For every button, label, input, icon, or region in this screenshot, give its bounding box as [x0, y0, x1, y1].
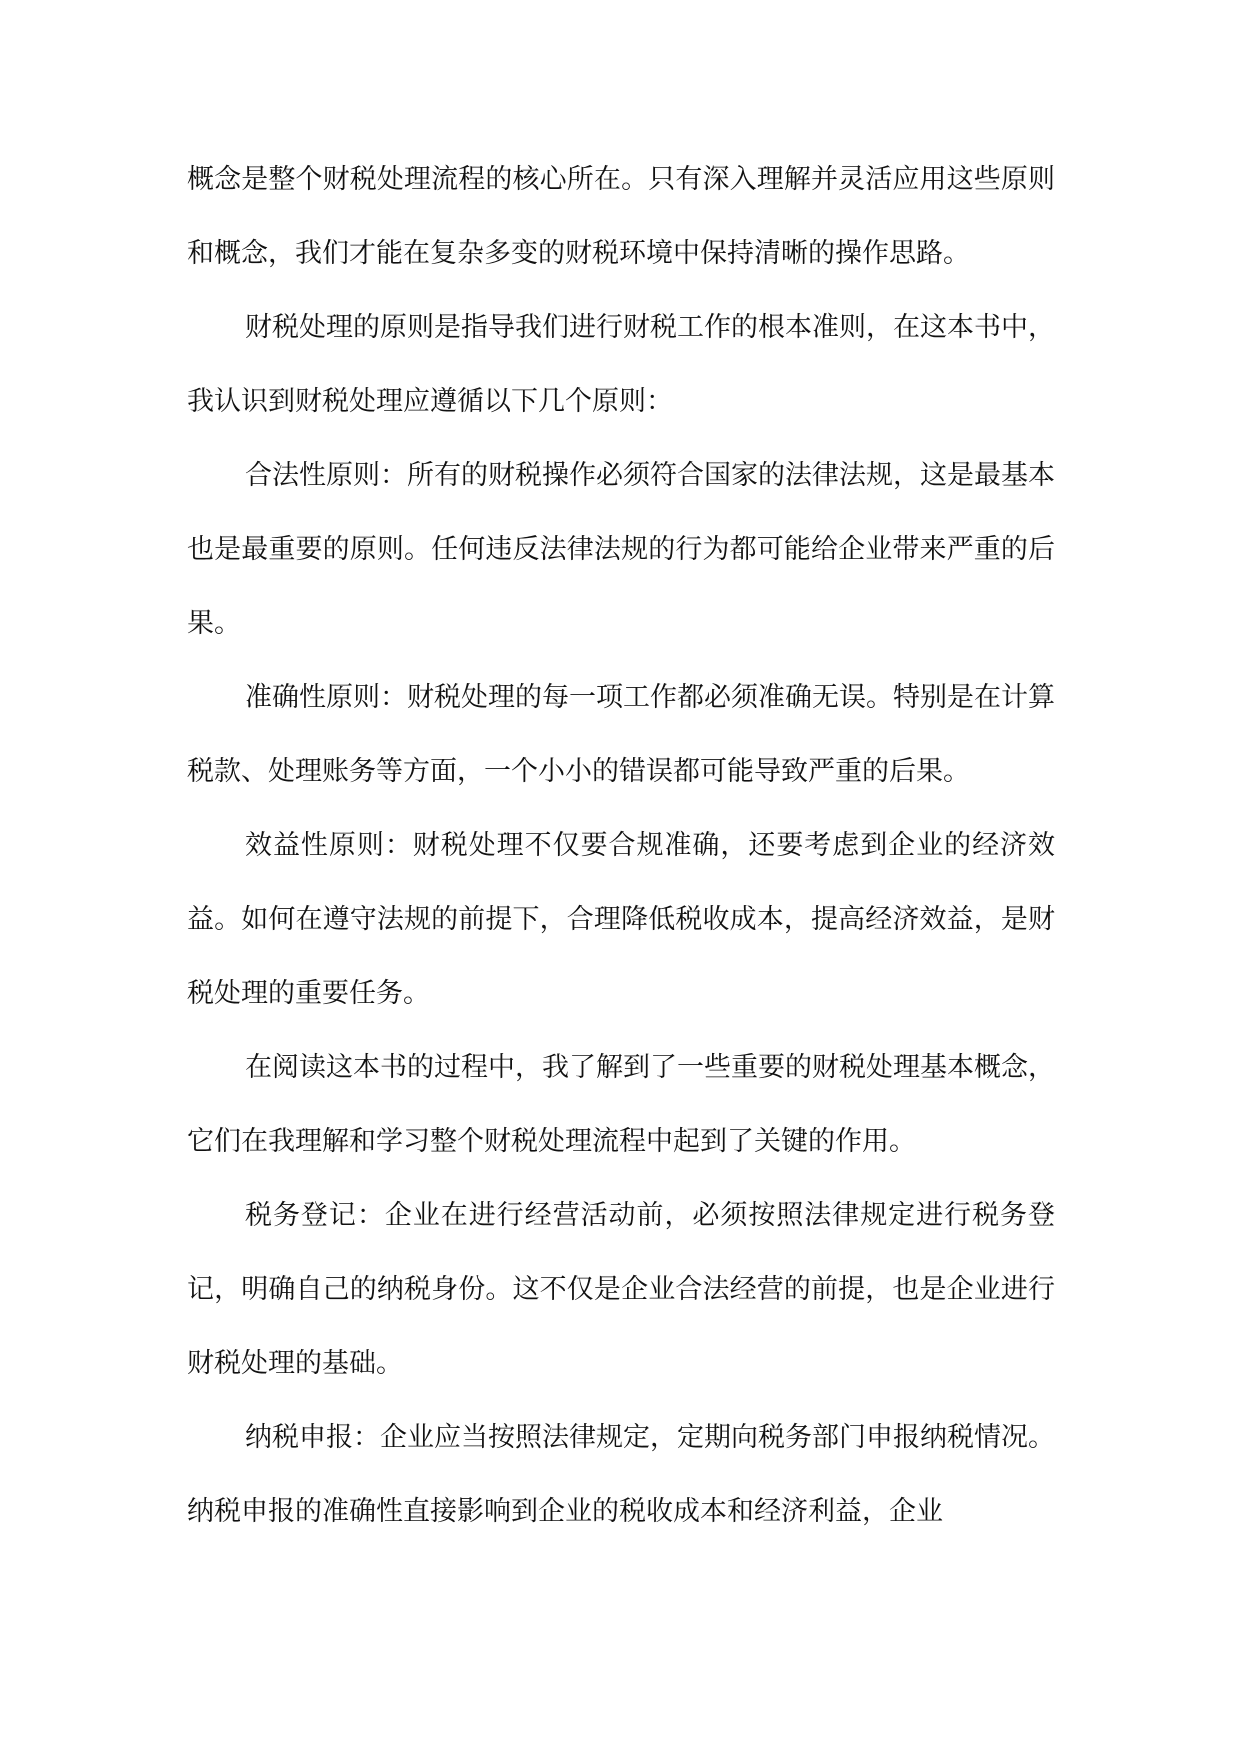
- body-text: [187, 143, 1055, 1549]
- paragraph-accuracy-principle: 准确性原则：财税处理的每一项工作都必须准确无误。特别是在计算税款、处理账务等方面，一个小小的错误都可能导致严重的后果。: [187, 682, 1055, 787]
- paragraph-concepts-intro: 在阅读这本书的过程中，我了解到了一些重要的财税处理基本概念，它们在我理解和学习整个财税处理流程中起到了关键的作用。: [187, 1052, 1055, 1157]
- paragraph-tax-declaration: 纳税申报：企业应当按照法律规定，定期向税务部门申报纳税情况。纳税申报的准确性直接影响到企业的税收成本和经济利益，企业: [187, 1422, 1055, 1527]
- paragraph-principles-intro: 财税处理的原则是指导我们进行财税工作的根本准则，在这本书中，我认识到财税处理应遵循以下几个原则：: [187, 312, 1055, 417]
- paragraph-tax-registration: 税务登记：企业在进行经营活动前，必须按照法律规定进行税务登记，明确自己的纳税身份。这不仅是企业合法经营的前提，也是企业进行财税处理的基础。: [187, 1200, 1055, 1379]
- paragraph-legality-principle: 合法性原则：所有的财税操作必须符合国家的法律法规，这是最基本也是最重要的原则。任何违反法律法规的行为都可能给企业带来严重的后果。: [187, 460, 1055, 639]
- paragraph-continuation: 概念是整个财税处理流程的核心所在。只有深入理解并灵活应用这些原则和概念，我们才能在复杂多变的财税环境中保持清晰的操作思路。: [187, 164, 1055, 269]
- paragraph-efficiency-principle: 效益性原则：财税处理不仅要合规准确，还要考虑到企业的经济效益。如何在遵守法规的前提下，合理降低税收成本，提高经济效益，是财税处理的重要任务。: [187, 830, 1055, 1009]
